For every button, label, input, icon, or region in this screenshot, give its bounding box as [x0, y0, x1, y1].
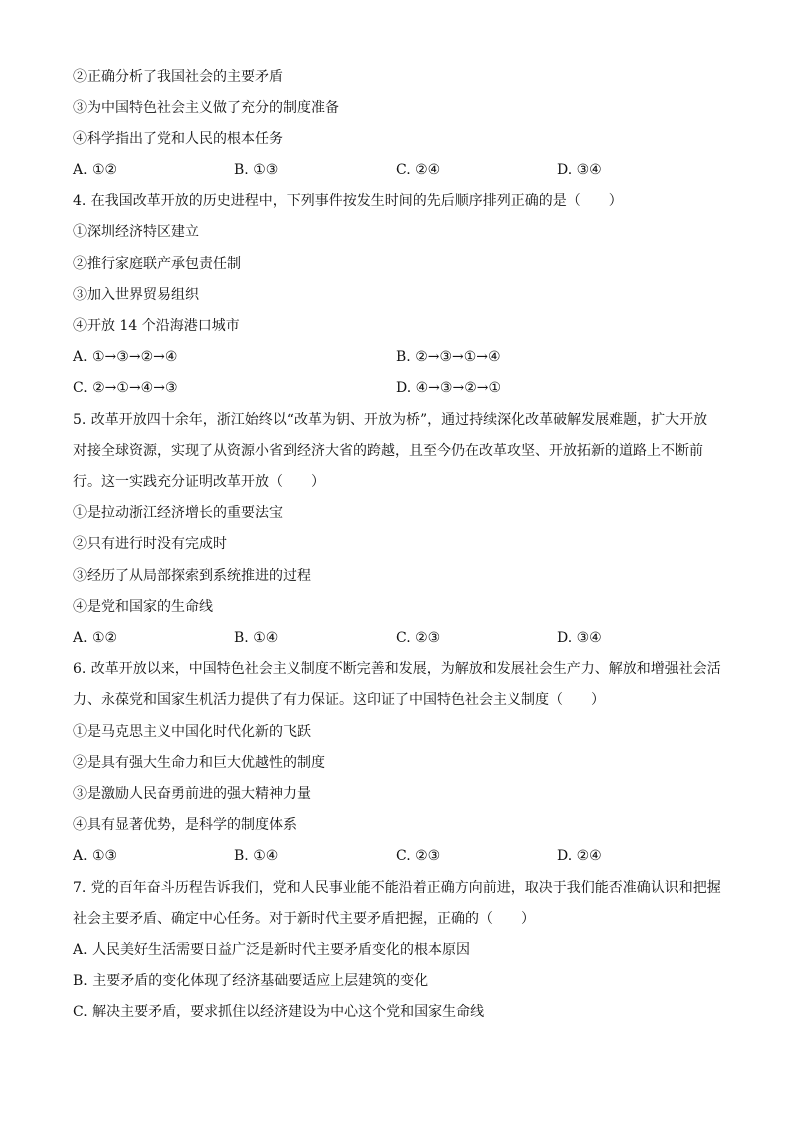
- q5-answer-options: [73, 628, 733, 648]
- option-d: D. ④→③→②→①: [396, 380, 502, 396]
- question-5-stem: 行。这一实践充分证明改革开放（ ）: [73, 474, 325, 490]
- statement-line: ④具有显著优势，是科学的制度体系: [73, 817, 297, 833]
- question-6-stem: 6. 改革开放以来，中国特色社会主义制度不断完善和发展，为解放和发展社会生产力、解放和增强社会活: [73, 661, 721, 677]
- q4-answer-options-row2: [73, 378, 733, 398]
- statement-line: ①是拉动浙江经济增长的重要法宝: [73, 505, 283, 521]
- option-d: D. ②④: [557, 848, 602, 864]
- option-b: B. 主要矛盾的变化体现了经济基础要适应上层建筑的变化: [73, 973, 429, 989]
- statement-line: ④科学指出了党和人民的根本任务: [73, 131, 283, 147]
- option-a: A. ①②: [73, 630, 118, 646]
- option-a: A. ①→③→②→④: [73, 349, 178, 365]
- option-b: B. ①④: [234, 848, 279, 864]
- statement-line: ②只有进行时没有完成时: [73, 536, 227, 552]
- statement-line: ③为中国特色社会主义做了充分的制度准备: [73, 100, 339, 116]
- question-5-stem: 5. 改革开放四十余年，浙江始终以“改革为钥、开放为桥”，通过持续深化改革破解发展难题，扩大开放: [73, 412, 708, 428]
- option-d: D. ③④: [557, 162, 602, 178]
- question-6-stem: 力、永葆党和国家生机活力提供了有力保证。这印证了中国特色社会主义制度（ ）: [73, 692, 605, 708]
- question-7-stem: 7. 党的百年奋斗历程告诉我们，党和人民事业能不能沿着正确方向前进，取决于我们能否准确认识和把握: [73, 880, 721, 896]
- statement-line: ③是激励人民奋勇前进的强大精神力量: [73, 786, 311, 802]
- option-c: C. ②→①→④→③: [73, 380, 178, 396]
- statement-line: ②推行家庭联产承包责任制: [73, 256, 241, 272]
- statement-line: ①深圳经济特区建立: [73, 224, 199, 240]
- option-b: B. ①③: [234, 162, 279, 178]
- option-c: C. ②④: [396, 162, 441, 178]
- statement-line: ①是马克思主义中国化时代化新的飞跃: [73, 724, 311, 740]
- option-d: D. ③④: [557, 630, 602, 646]
- option-c: C. 解决主要矛盾，要求抓住以经济建设为中心这个党和国家生命线: [73, 1004, 485, 1020]
- option-b: B. ①④: [234, 630, 279, 646]
- option-a: A. ①②: [73, 162, 118, 178]
- question-7-stem: 社会主要矛盾、确定中心任务。对于新时代主要矛盾把握，正确的（ ）: [73, 911, 535, 927]
- question-4-stem: 4. 在我国改革开放的历史进程中，下列事件按发生时间的先后顺序排列正确的是（ ）: [73, 193, 623, 209]
- statement-line: ②正确分析了我国社会的主要矛盾: [73, 69, 283, 85]
- statement-line: ③加入世界贸易组织: [73, 287, 199, 303]
- q6-answer-options: [73, 846, 733, 866]
- option-c: C. ②③: [396, 848, 441, 864]
- statement-line: ④开放 14 个沿海港口城市: [73, 318, 240, 334]
- statement-line: ④是党和国家的生命线: [73, 599, 213, 615]
- option-c: C. ②③: [396, 630, 441, 646]
- q3-answer-options: [73, 160, 733, 180]
- option-b: B. ②→③→①→④: [396, 349, 501, 365]
- option-a: A. ①③: [73, 848, 118, 864]
- q4-answer-options-row1: [73, 347, 733, 367]
- question-5-stem: 对接全球资源，实现了从资源小省到经济大省的跨越，且至今仍在改革攻坚、开放拓新的道路上不断前: [73, 443, 703, 459]
- statement-line: ③经历了从局部探索到系统推进的过程: [73, 568, 311, 584]
- option-a: A. 人民美好生活需要日益广泛是新时代主要矛盾变化的根本原因: [73, 942, 471, 958]
- statement-line: ②是具有强大生命力和巨大优越性的制度: [73, 755, 325, 771]
